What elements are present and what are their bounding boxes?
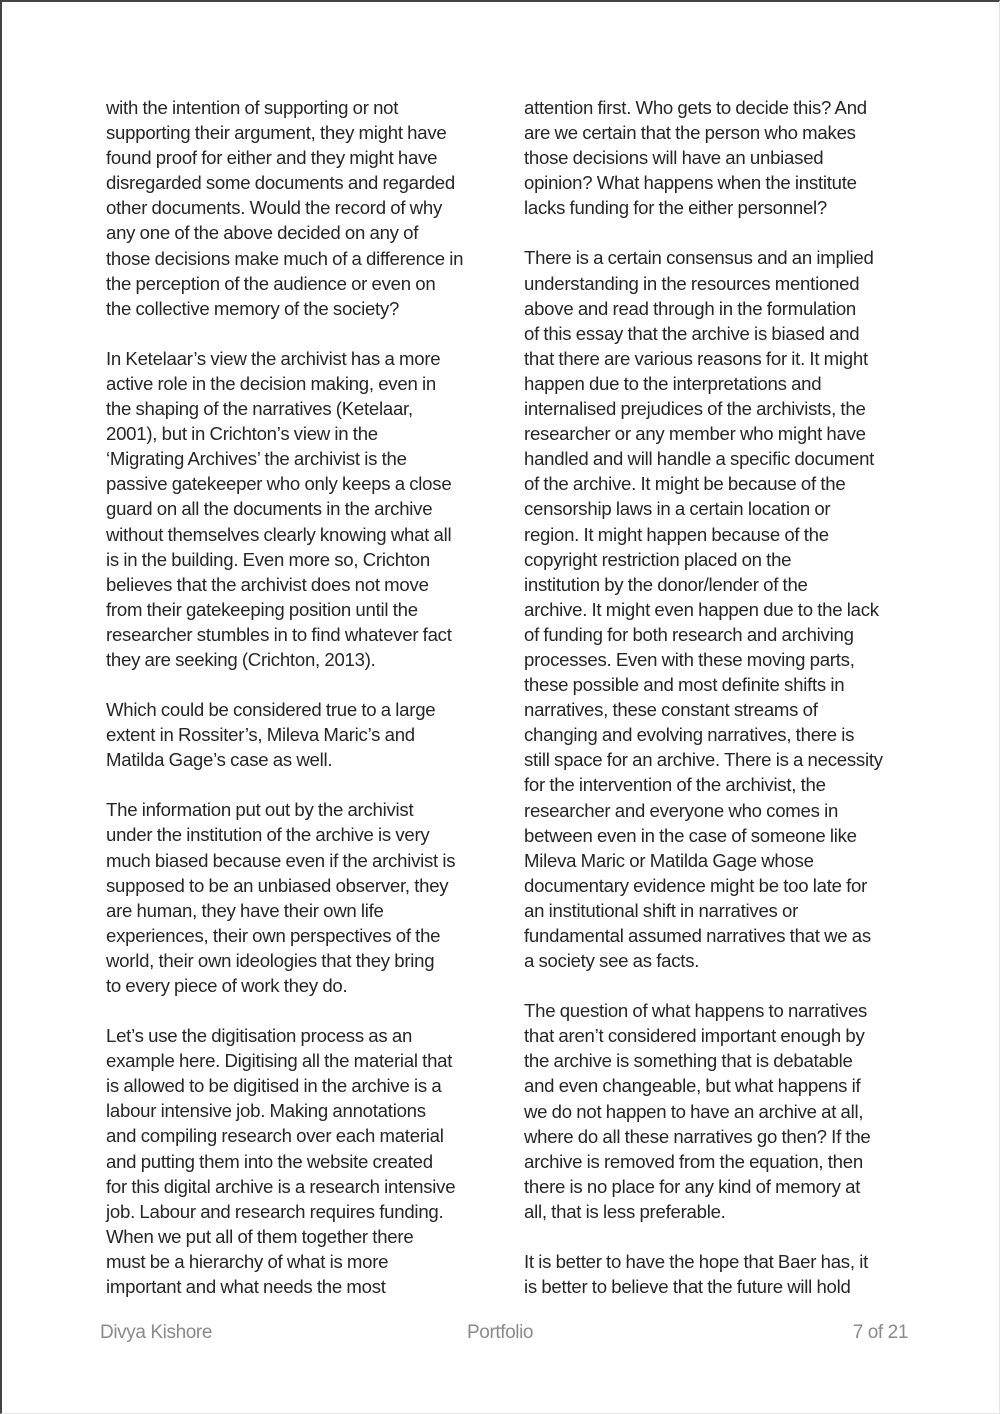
text-line: supporting their argument, they might have — [106, 122, 447, 144]
footer-author: Divya Kishore — [100, 1322, 213, 1343]
text-line: a society see as facts. — [524, 950, 700, 972]
text-line: an institutional shift in narratives or — [524, 899, 799, 921]
text-line: of this essay that the archive is biased and — [524, 322, 860, 344]
text-line: important and what needs the most — [106, 1276, 386, 1298]
text-line: is in the building. Even more so, Crichton — [106, 548, 430, 570]
text-line: happen due to the interpretations and — [524, 372, 822, 394]
text-line: that aren’t considered important enough by — [524, 1025, 865, 1047]
left-column — [106, 95, 490, 1324]
text-line: guard on all the documents in the archive — [106, 498, 433, 520]
text-line: without themselves clearly knowing what all — [106, 523, 452, 545]
text-line: and compiling research over each material — [106, 1125, 444, 1147]
text-line: the shaping of the narratives (Ketelaar, — [106, 398, 413, 420]
text-line: Let’s use the digitisation process as an — [106, 1025, 413, 1047]
text-line: The question of what happens to narratives — [524, 1000, 868, 1022]
text-line: attention first. Who gets to decide this? And — [524, 97, 867, 118]
text-line: they are seeking (Crichton, 2013). — [106, 648, 376, 670]
text-line: censorship laws in a certain location or — [524, 498, 831, 520]
text-line: extent in Rossiter’s, Mileva Maric’s and — [106, 724, 415, 746]
text-line: researcher and everyone who comes in — [524, 799, 839, 821]
text-line: It is better to have the hope that Baer has, it — [524, 1251, 868, 1273]
text-line: we do not happen to have an archive at all, — [524, 1100, 864, 1122]
text-line: handled and will handle a specific document — [524, 448, 875, 470]
text-line: researcher or any member who might have — [524, 423, 866, 445]
paragraph — [524, 245, 908, 973]
text-line: other documents. Would the record of why — [106, 197, 442, 219]
text-line: are we certain that the person who makes — [524, 122, 856, 144]
paragraph — [524, 998, 908, 1224]
text-line: opinion? What happens when the institute — [524, 172, 857, 194]
text-line: internalised prejudices of the archivists, the — [524, 398, 866, 420]
footer-title: Portfolio — [467, 1322, 534, 1343]
text-line: active role in the decision making, even in — [106, 372, 436, 394]
text-line: fundamental assumed narratives that we as — [524, 925, 871, 946]
paragraph — [106, 95, 490, 321]
paragraph — [524, 95, 908, 220]
text-line: 2001), but in Crichton’s view in the — [106, 423, 378, 445]
text-line: The information put out by the archivist — [106, 799, 414, 821]
text-line: the perception of the audience or even on — [106, 272, 436, 294]
text-line: experiences, their own perspectives of the — [106, 924, 441, 946]
text-line: labour intensive job. Making annotations — [106, 1100, 426, 1122]
text-line: Mileva Maric or Matilda Gage whose — [524, 849, 814, 871]
text-line: that there are various reasons for it. It might — [524, 347, 868, 369]
text-line: changing and evolving narratives, there is — [524, 724, 855, 746]
text-line: there is no place for any kind of memory at — [524, 1175, 861, 1197]
text-line: researcher stumbles in to find whatever fact — [106, 623, 452, 645]
text-line: ‘Migrating Archives’ the archivist is the — [106, 448, 407, 470]
text-line: and putting them into the website created — [106, 1150, 433, 1172]
paragraph — [106, 346, 490, 672]
paragraph — [106, 797, 490, 998]
right-column — [524, 95, 908, 1324]
text-line: for this digital archive is a research intensive — [106, 1175, 456, 1197]
text-line: Which could be considered true to a large — [106, 699, 436, 721]
text-line: all, that is less preferable. — [524, 1200, 726, 1222]
text-line: the archive is something that is debatable — [524, 1050, 853, 1072]
text-line: the collective memory of the society? — [106, 297, 400, 319]
text-line: with the intention of supporting or not — [106, 97, 399, 118]
text-line: any one of the above decided on any of — [106, 222, 419, 244]
text-line: must be a hierarchy of what is more — [106, 1250, 389, 1272]
text-line: much biased because even if the archivist is — [106, 849, 456, 871]
text-line: for the intervention of the archivist, the — [524, 774, 826, 796]
text-line: passive gatekeeper who only keeps a close — [106, 473, 452, 495]
text-line: from their gatekeeping position until the — [106, 598, 418, 620]
paragraph — [106, 697, 490, 772]
text-line: Matilda Gage’s case as well. — [106, 749, 333, 771]
text-line: between even in the case of someone like — [524, 824, 857, 846]
text-line: those decisions make much of a difference in — [106, 247, 464, 269]
text-line: and even changeable, but what happens if — [524, 1075, 861, 1097]
text-line: is better to believe that the future will hold — [524, 1276, 851, 1298]
text-line: documentary evidence might be too late for — [524, 874, 868, 896]
text-line: those decisions will have an unbiased — [524, 147, 824, 169]
text-line: to every piece of work they do. — [106, 975, 348, 996]
text-line: copyright restriction placed on the — [524, 548, 792, 570]
text-line: lacks funding for the either personnel? — [524, 197, 828, 219]
text-line: job. Labour and research requires funding. — [106, 1200, 444, 1222]
text-line: world, their own ideologies that they bring — [106, 949, 435, 971]
text-line: believes that the archivist does not move — [106, 573, 429, 595]
text-line: In Ketelaar’s view the archivist has a more — [106, 347, 441, 369]
text-line: still space for an archive. There is a necessity — [524, 749, 883, 771]
page-footer — [100, 1322, 908, 1346]
text-line: of funding for both research and archiving — [524, 623, 854, 645]
text-line: narratives, these constant streams of — [524, 699, 818, 721]
paragraph — [106, 1023, 490, 1299]
text-line: archive is removed from the equation, then — [524, 1150, 863, 1172]
text-line: processes. Even with these moving parts, — [524, 648, 855, 670]
text-line: When we put all of them together there — [106, 1225, 414, 1247]
text-line: There is a certain consensus and an implied — [524, 247, 874, 269]
text-line: institution by the donor/lender of the — [524, 573, 808, 595]
text-line: supposed to be an unbiased observer, they — [106, 874, 449, 896]
text-line: disregarded some documents and regarded — [106, 172, 455, 194]
text-line: example here. Digitising all the material that — [106, 1050, 453, 1072]
paragraph — [524, 1249, 908, 1299]
text-line: these possible and most definite shifts in — [524, 674, 845, 696]
text-line: understanding in the resources mentioned — [524, 272, 860, 294]
text-line: is allowed to be digitised in the archive is a — [106, 1075, 442, 1097]
text-line: are human, they have their own life — [106, 899, 384, 921]
text-line: above and read through in the formulation — [524, 297, 857, 319]
text-line: where do all these narratives go then? If the — [524, 1125, 871, 1147]
footer-page-number: 7 of 21 — [852, 1322, 908, 1343]
text-line: under the institution of the archive is very — [106, 824, 430, 846]
text-line: archive. It might even happen due to the lack — [524, 598, 879, 620]
text-line: found proof for either and they might have — [106, 147, 438, 169]
text-line: region. It might happen because of the — [524, 523, 829, 545]
text-line: of the archive. It might be because of the — [524, 473, 846, 495]
